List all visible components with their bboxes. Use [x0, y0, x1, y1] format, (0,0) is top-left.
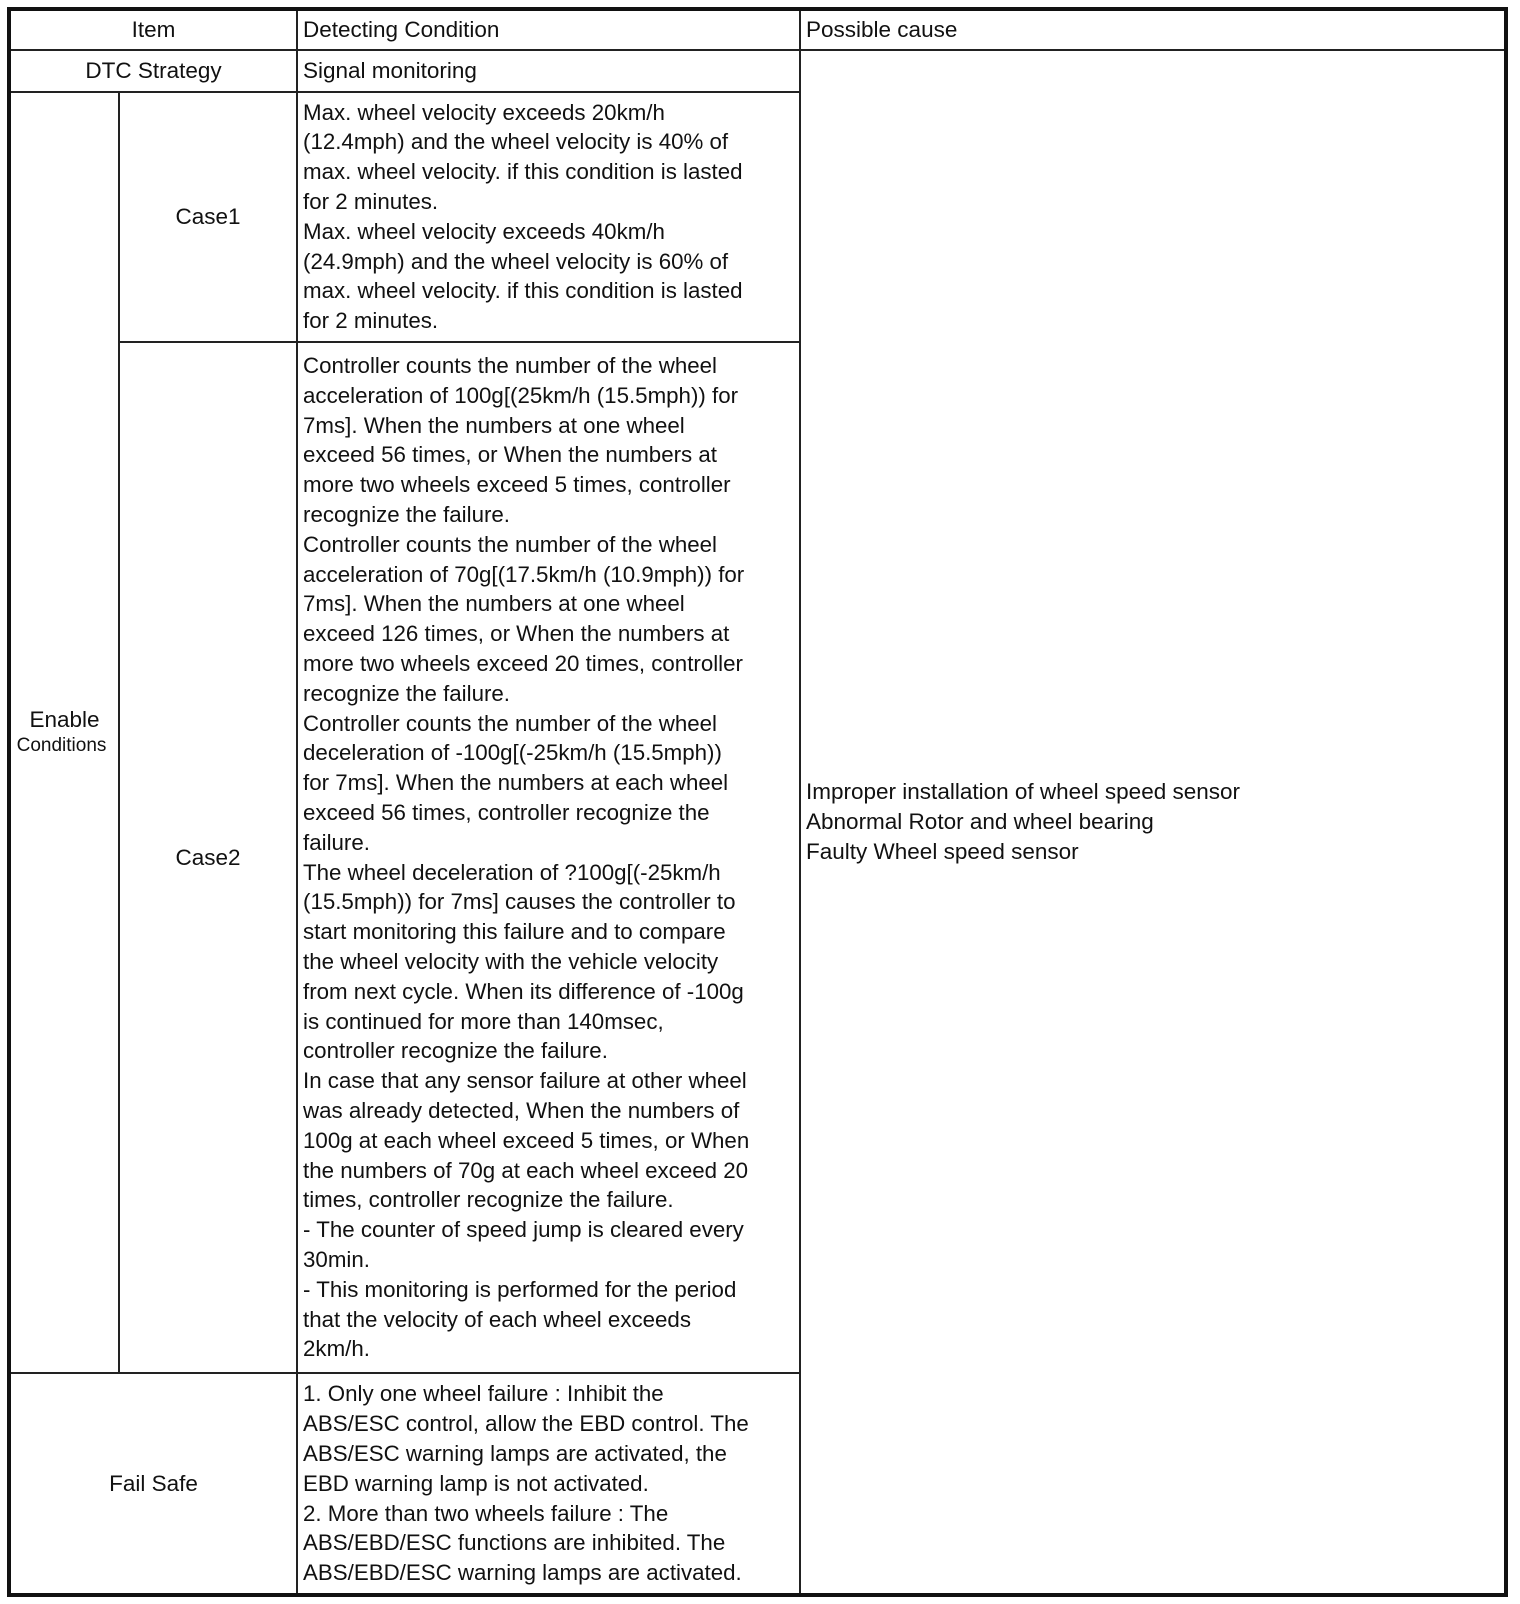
text-line: Max. wheel velocity exceeds 40km/h: [303, 218, 665, 244]
text-line: 100g at each wheel exceed 5 times, or When: [303, 1127, 750, 1153]
case2-label: Case2: [119, 342, 297, 1373]
strategy-label: DTC Strategy: [9, 50, 297, 91]
text-line: In case that any sensor failure at other wheel: [303, 1068, 747, 1094]
case2-condition: [297, 342, 800, 1373]
possible-cause-cell: [800, 50, 1506, 1595]
strategy-row: [9, 50, 1506, 91]
text-line: ABS/EBD/ESC warning lamps are activated.: [303, 1560, 742, 1586]
text-line: 7ms]. When the numbers at one wheel: [303, 412, 685, 438]
text-line: 2km/h.: [303, 1336, 370, 1362]
text-line: exceed 126 times, or When the numbers at: [303, 621, 730, 647]
text-line: from next cycle. When its difference of -100g: [303, 978, 744, 1004]
header-detecting-condition: Detecting Condition: [297, 9, 800, 50]
text-line: - This monitoring is performed for the period: [303, 1276, 737, 1302]
cause-line: Faulty Wheel speed sensor: [806, 839, 1079, 865]
text-line: max. wheel velocity. if this condition is lasted: [303, 278, 743, 304]
case1-condition: [297, 92, 800, 342]
text-line: Controller counts the number of the wheel: [303, 531, 717, 557]
text-line: ABS/ESC control, allow the EBD control. The: [303, 1411, 749, 1437]
text-line: exceed 56 times, or When the numbers at: [303, 442, 717, 468]
text-line: for 2 minutes.: [303, 308, 439, 334]
text-line: The wheel deceleration of ?100g[(-25km/h: [303, 859, 721, 885]
text-line: Controller counts the number of the wheel: [303, 353, 717, 379]
fail-safe-label: Fail Safe: [9, 1373, 297, 1595]
text-line: exceed 56 times, controller recognize the: [303, 799, 710, 825]
text-line: Controller counts the number of the wheel: [303, 710, 717, 736]
enable-label-line2: Conditions: [16, 735, 107, 757]
text-line: the wheel velocity with the vehicle velocity: [303, 948, 719, 974]
text-line: max. wheel velocity. if this condition is lasted: [303, 159, 743, 185]
fail-safe-condition: [297, 1373, 800, 1595]
text-line: more two wheels exceed 5 times, controller: [303, 472, 731, 498]
text-line: failure.: [303, 829, 370, 855]
header-possible-cause: Possible cause: [800, 9, 1506, 50]
text-line: 1. Only one wheel failure : Inhibit the: [303, 1381, 664, 1407]
text-line: that the velocity of each wheel exceeds: [303, 1306, 691, 1332]
text-line: deceleration of -100g[(-25km/h (15.5mph)): [303, 740, 722, 766]
text-line: controller recognize the failure.: [303, 1038, 608, 1064]
text-line: 2. More than two wheels failure : The: [303, 1500, 669, 1526]
header-row: [9, 9, 1506, 50]
strategy-value: Signal monitoring: [297, 50, 800, 91]
text-line: for 2 minutes.: [303, 189, 439, 214]
text-line: acceleration of 70g[(17.5km/h (10.9mph)) for: [303, 561, 745, 587]
text-line: acceleration of 100g[(25km/h (15.5mph)) for: [303, 382, 739, 408]
text-line: recognize the failure.: [303, 502, 511, 528]
text-line: the numbers of 70g at each wheel exceed 20: [303, 1157, 749, 1183]
text-line: was already detected, When the numbers of: [303, 1097, 740, 1123]
text-line: ABS/EBD/ESC functions are inhibited. The: [303, 1530, 726, 1556]
text-line: ABS/ESC warning lamps are activated, the: [303, 1440, 727, 1466]
enable-conditions-label: [9, 92, 119, 1374]
text-line: times, controller recognize the failure.: [303, 1187, 674, 1213]
text-line: (15.5mph)) for 7ms] causes the controller to: [303, 889, 736, 915]
text-line: EBD warning lamp is not activated.: [303, 1470, 649, 1496]
text-line: Max. wheel velocity exceeds 20km/h: [303, 99, 665, 125]
cause-line: Improper installation of wheel speed sensor: [806, 779, 1241, 805]
text-line: recognize the failure.: [303, 680, 511, 706]
cause-line: Abnormal Rotor and wheel bearing: [806, 809, 1154, 835]
dtc-table: [7, 7, 1508, 1597]
text-line: - The counter of speed jump is cleared every: [303, 1217, 744, 1243]
text-line: more two wheels exceed 20 times, controller: [303, 651, 743, 676]
case1-label: Case1: [119, 92, 297, 342]
enable-label-line1: Enable: [29, 707, 100, 733]
header-item: Item: [9, 9, 297, 50]
text-line: (24.9mph) and the wheel velocity is 60% of: [303, 248, 729, 274]
text-line: (12.4mph) and the wheel velocity is 40% of: [303, 129, 729, 155]
text-line: is continued for more than 140msec,: [303, 1008, 664, 1034]
text-line: 7ms]. When the numbers at one wheel: [303, 591, 685, 617]
text-line: 30min.: [303, 1246, 370, 1272]
text-line: start monitoring this failure and to compare: [303, 919, 726, 945]
text-line: for 7ms]. When the numbers at each wheel: [303, 770, 729, 796]
